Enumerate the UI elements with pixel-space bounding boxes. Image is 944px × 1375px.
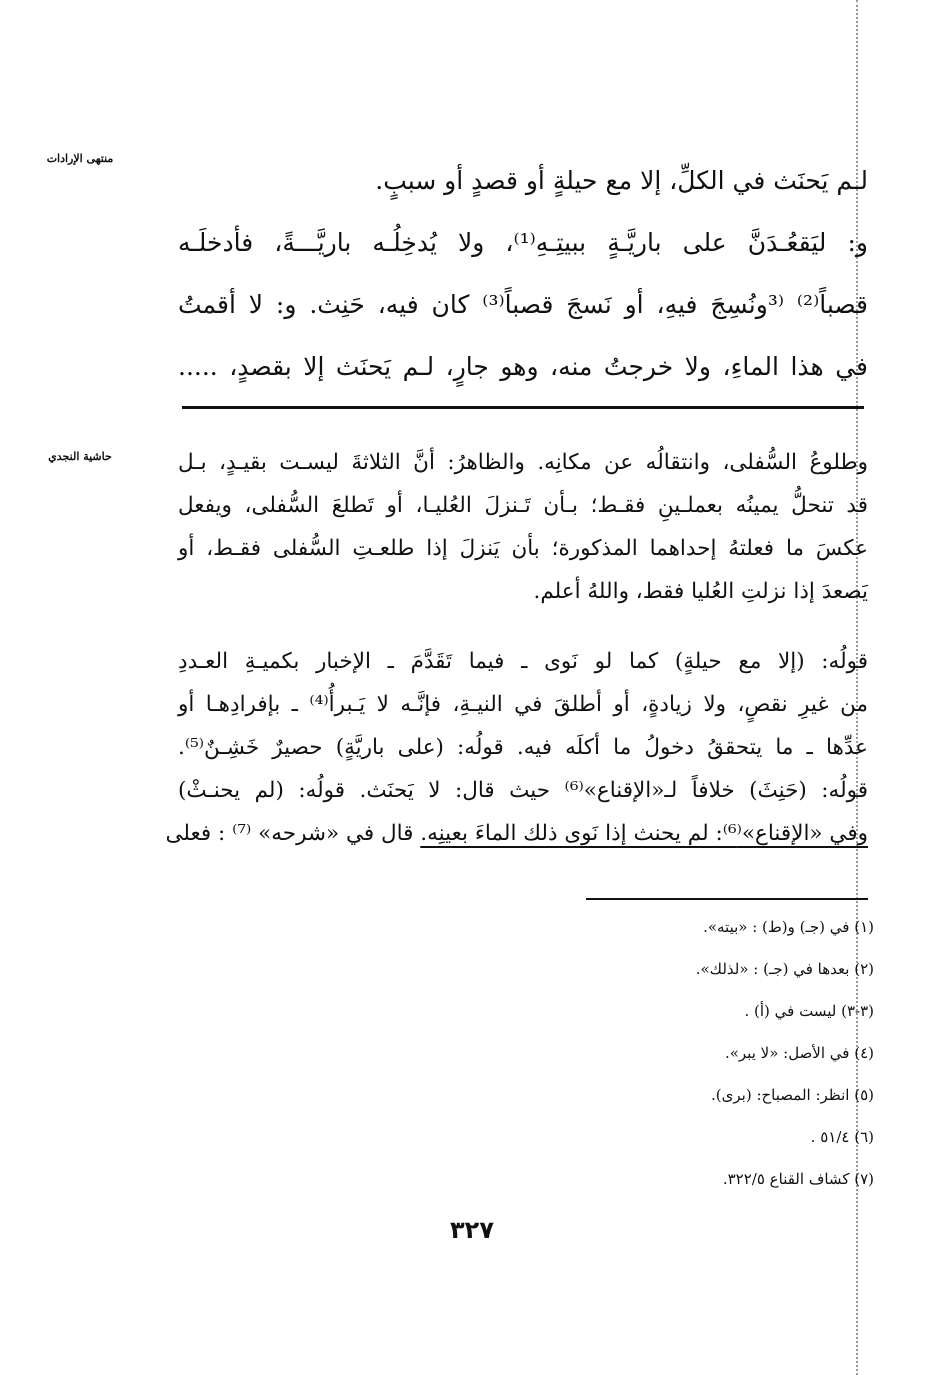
footnote: (١) في (جـ) و(ط) : «بيته».	[703, 918, 874, 936]
footnote: (٣-٣) ليست في (أ) .	[744, 1002, 874, 1020]
side-label-hashiya: حاشية النجدي	[48, 450, 112, 463]
footnote: (٥) انظر: المصباح: (برى).	[711, 1086, 874, 1104]
footnote-separator	[586, 898, 868, 900]
footnote: (٤) في الأصل: «لا يبر».	[724, 1044, 874, 1062]
footnotes	[474, 906, 874, 1200]
hashiya-line: يَصعدَ إذا نزلتِ العُليا فقط، واللهُ أعلم.	[533, 579, 868, 604]
hashiya-line: قد تنحلُّ يمينُه بعملـينِ فقـط؛ بـأن تَـنزلَ العُليـا، أو تَطلعَ السُّفلى، ويفعل	[178, 493, 868, 518]
page-number: ٣٢٧	[450, 1216, 494, 1244]
hashiya-line: من غيرِ نقصٍ، ولا زيادةٍ، أو أطلقَ في النيـةِ، فإنَّـه لا يَـبرأُ⁽⁴⁾ ـ بإفرادِهـا أو	[178, 692, 868, 717]
matn-text-block	[178, 150, 868, 398]
underlined-quote: وفي «الإقناع»⁽⁶⁾: لم يحنث إذا نَوى ذلك الماءَ بعينِه.	[420, 821, 868, 846]
hashiya-line: عدِّها ـ ما يتحققُ دخولُ ما أكلَه فيه. قولُه: (على باريَّةٍ) حصيرٌ خَشِـنٌ⁽⁵⁾.	[178, 735, 868, 760]
hashiya-line: عكسَ ما فعلتهُ إحداهما المذكورة؛ بأن يَنزلَ إذا طلعـتِ السُّفلى فقـط، أو	[178, 536, 868, 561]
hashiya-line: قولُه: (إلا مع حيلةٍ) كما لو نَوى ـ فيما تَقَدَّمَ ـ الإخبار بكميـةِ العـددِ	[178, 649, 868, 674]
side-label-matn: منتهى الإرادات	[46, 152, 114, 165]
hashiya-line: وطلوعُ السُّفلى، وانتقالُه عن مكانِه. والظاهرُ: أنَّ الثلاثةَ ليسـت بقيـدٍ، بـل	[178, 450, 868, 475]
footnote: (٦) ٥١/٤ .	[810, 1128, 874, 1146]
footnote: (٢) بعدها في (جـ) : «لذلك».	[695, 960, 874, 978]
matn-line: في هذا الماءِ، ولا خرجتُ منه، وهو جارٍ، لـم يَحنَث إلا بقصدٍ، .....	[178, 352, 868, 381]
hashiya-line	[165, 812, 868, 855]
section-separator	[182, 406, 864, 409]
matn-line: قصباً⁽²⁾ ⁽³ونُسِجَ فيهِ، أو نَسجَ قصباً⁽³⁾ كان فيه، حَنِث. و: لا أقمتُ	[178, 290, 868, 319]
hashiya-paragraph-2	[165, 640, 869, 855]
matn-line: لـم يَحنَث في الكلِّ، إلا مع حيلةٍ أو قصدٍ أو سببٍ.	[375, 166, 868, 195]
hashiya-paragraph-1	[178, 441, 868, 613]
hashiya-line-rest: قال في «شرحه» ⁽⁷⁾ : فعلى	[165, 821, 421, 846]
hashiya-line: قولُه: (حَنِثَ) خلافاً لـ«الإقناع»⁽⁶⁾ حيث قال: لا يَحنَث. قولُه: (لم يحنـثْ)	[178, 778, 869, 803]
matn-line: و: ليَقعُـدَنَّ على باريَّـةٍ ببيتِـهِ⁽¹⁾، ولا يُدخِلُـه باريَّـــةً، فأدخلَـه	[178, 228, 869, 257]
footnote: (٧) كشاف القناع ٣٢٢/٥.	[722, 1170, 874, 1188]
